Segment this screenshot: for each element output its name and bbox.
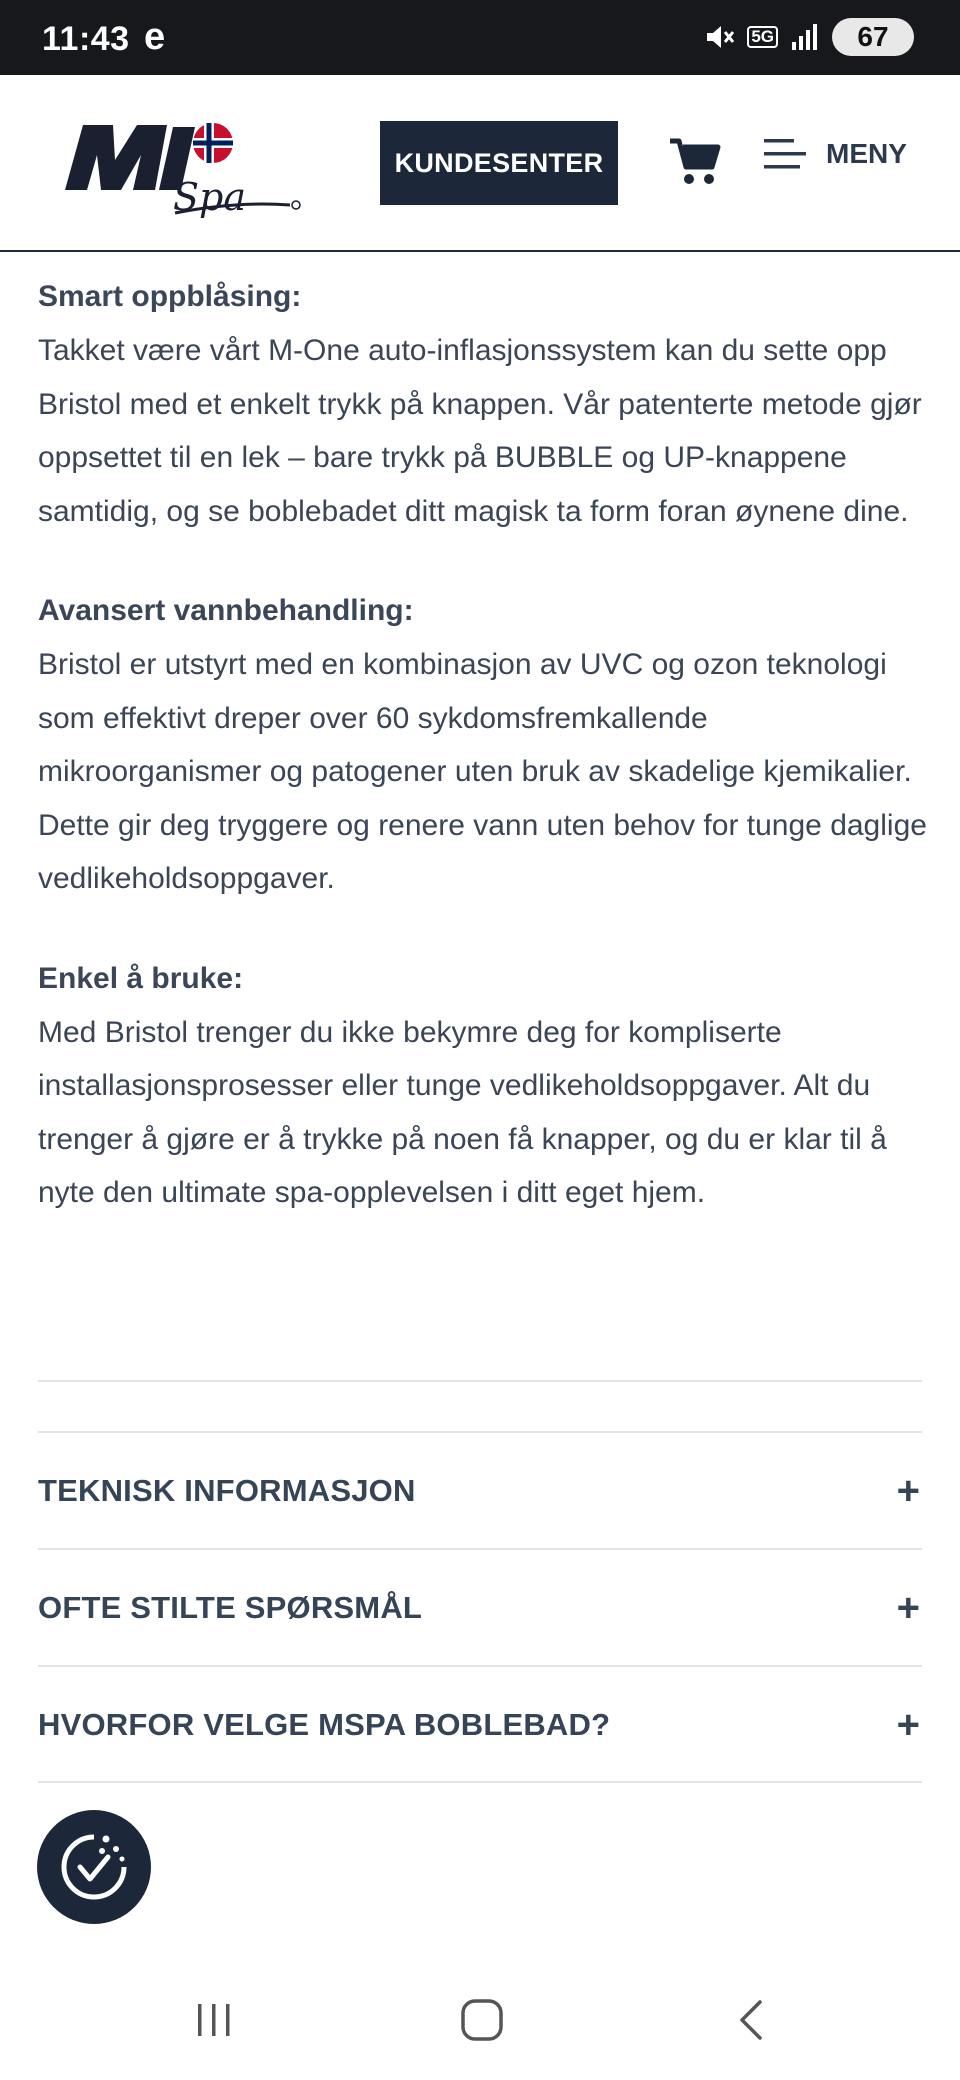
mspa-logo[interactable] bbox=[55, 105, 310, 225]
section-smart-inflation bbox=[38, 270, 928, 538]
menu-button[interactable] bbox=[764, 137, 907, 171]
expand-plus-icon[interactable]: + bbox=[896, 1585, 920, 1630]
status-bar bbox=[0, 0, 960, 75]
home-icon bbox=[460, 1998, 504, 2042]
section-body: Bristol er utstyrt med en kombinasjon av UVC og ozon teknologi som effektivt dreper over 60 sykdomsfremkallende mikroorganismer og patogener uten bruk av skadelige kjemikalier. Dette gir deg tryggere og renere vann uten behov for tunge daglige vedlikeholdsoppgaver. bbox=[38, 648, 927, 895]
accordion-faq[interactable] bbox=[38, 1548, 922, 1666]
5g-icon: 5G bbox=[747, 26, 778, 48]
customer-center-button[interactable]: KUNDESENTER bbox=[380, 121, 618, 205]
accordion-technical-info[interactable] bbox=[38, 1431, 922, 1549]
mute-icon bbox=[703, 21, 735, 53]
expand-plus-icon[interactable]: + bbox=[896, 1468, 920, 1513]
accordion-label: HVORFOR VELGE MSPA BOBLEBAD? bbox=[38, 1707, 611, 1742]
svg-text:Spa: Spa bbox=[173, 175, 247, 219]
recent-apps-icon bbox=[194, 2000, 234, 2040]
section-title: Smart oppblåsing: bbox=[38, 280, 302, 313]
section-water-treatment bbox=[38, 584, 928, 906]
cookie-consent-check-icon bbox=[56, 1829, 132, 1905]
accordion-why-mspa[interactable] bbox=[38, 1665, 922, 1783]
section-body: Med Bristol trenger du ikke bekymre deg for kompliserte installasjonsprosesser eller tunge vedlikeholdsoppgaver. Alt du trenger å gjøre er å trykke på noen få knapper, og du er klar til å nyte den ultimate spa-opplevelsen i ditt eget hjem. bbox=[38, 1015, 887, 1209]
section-body: Takket være vårt M-One auto-inflasjonssystem kan du sette opp Bristol med et enkelt trykk på knappen. Vår patenterte metode gjør oppsettet til en lek – bare trykk på BUBBLE og UP-knappene samtidig, og se boblebadet ditt magisk ta form foran øynene dine. bbox=[38, 334, 922, 528]
back-icon bbox=[732, 1998, 772, 2042]
recent-apps-button[interactable] bbox=[184, 1990, 244, 2050]
menu-label: MENY bbox=[826, 138, 907, 169]
expand-plus-icon[interactable]: + bbox=[896, 1702, 920, 1747]
system-navigation-bar bbox=[0, 1960, 960, 2080]
accordion-label: OFTE STILTE SPØRSMÅL bbox=[38, 1590, 423, 1625]
status-time: 11:43 bbox=[42, 20, 130, 58]
section-divider bbox=[38, 1380, 922, 1382]
cookie-consent-button[interactable] bbox=[37, 1810, 151, 1924]
section-title: Enkel å bruke: bbox=[38, 961, 244, 995]
product-description bbox=[38, 270, 928, 1266]
section-title: Avansert vannbehandling: bbox=[38, 594, 414, 627]
battery-level: 67 bbox=[857, 21, 889, 52]
section-easy-to-use bbox=[38, 952, 928, 1220]
hamburger-icon bbox=[764, 137, 806, 171]
site-header bbox=[0, 75, 960, 252]
accordion-label: TEKNISK INFORMASJON bbox=[38, 1473, 416, 1508]
signal-icon bbox=[790, 22, 820, 52]
status-icons bbox=[703, 18, 914, 56]
cart-icon[interactable] bbox=[668, 135, 724, 187]
carrier-icon: e bbox=[144, 16, 166, 58]
home-button[interactable] bbox=[452, 1990, 512, 2050]
battery-icon bbox=[832, 18, 914, 56]
back-button[interactable] bbox=[722, 1990, 782, 2050]
accordion-bottom-border bbox=[38, 1781, 922, 1783]
